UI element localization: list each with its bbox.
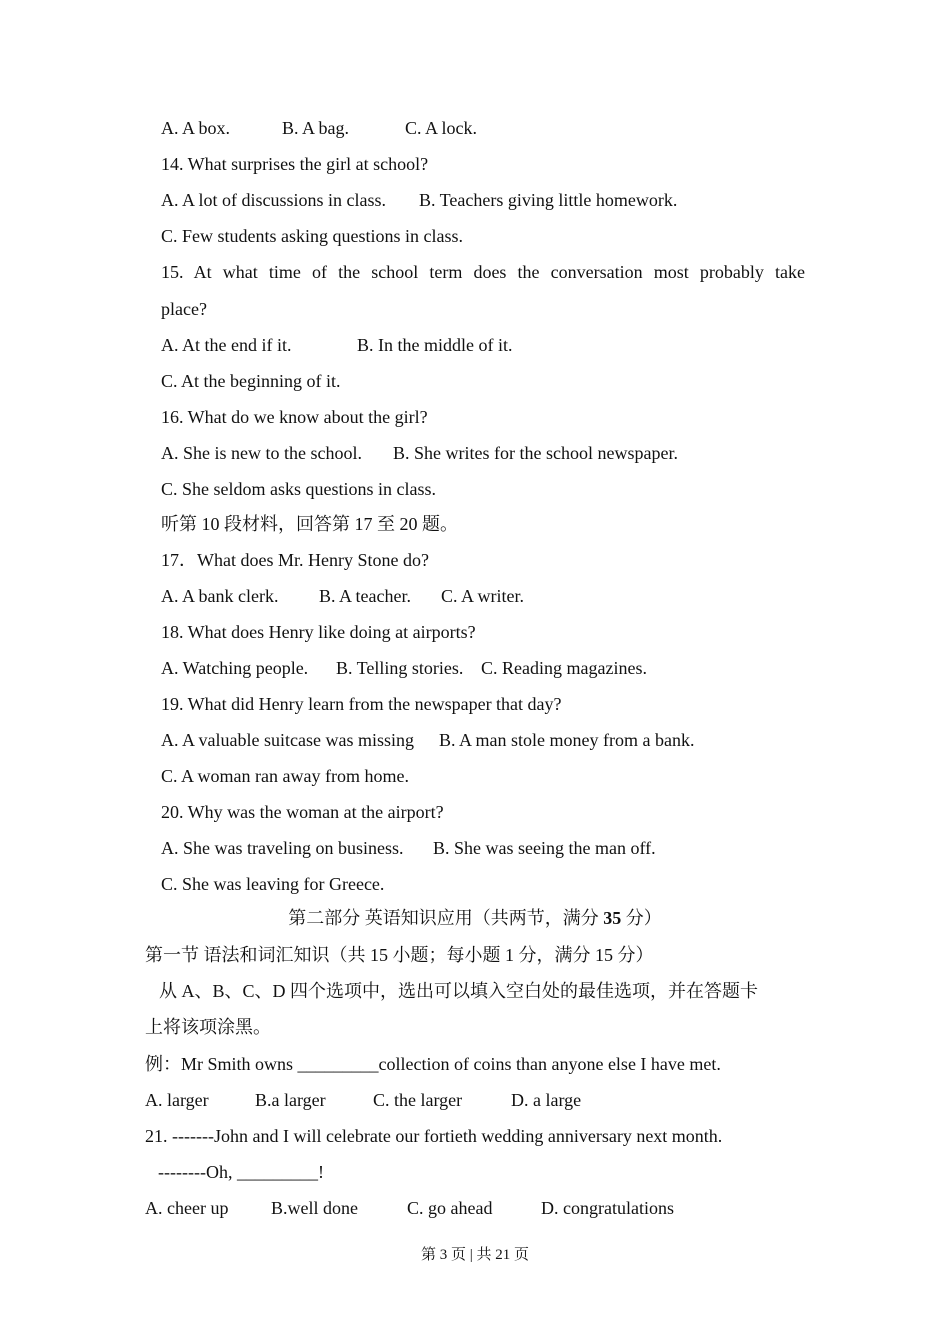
option-c: C. Reading magazines. <box>481 658 647 678</box>
option-a: A. She is new to the school. <box>161 443 362 463</box>
option-b: B. A bag. <box>282 118 350 138</box>
question-16: 16. What do we know about the girl? <box>161 407 428 427</box>
question-20: 20. Why was the woman at the airport? <box>161 802 444 822</box>
option-b: B. She writes for the school newspaper. <box>393 443 678 463</box>
section1-instruction: 从 A、B、C、D 四个选项中，选出可以填入空白处的最佳选项，并在答题卡 <box>159 981 759 1001</box>
option-b: B. Telling stories. <box>336 658 464 678</box>
part2-title-pre: 第二部分 英语知识应用（共两节，满分 <box>288 908 604 928</box>
q15-options <box>161 334 524 356</box>
q16-option-c: C. She seldom asks questions in class. <box>161 479 436 499</box>
option-b: B. In the middle of it. <box>357 335 513 355</box>
part2-score: 35 <box>603 908 622 928</box>
option-a: A. A valuable suitcase was missing <box>161 730 414 750</box>
question-15-cont: place? <box>161 299 207 319</box>
q17-options <box>161 585 536 607</box>
option-d: D. a large <box>511 1090 582 1110</box>
part2-heading <box>0 907 950 929</box>
q16-options <box>161 442 690 464</box>
option-b: B. Teachers giving little homework. <box>419 190 678 210</box>
question-19: 19. What did Henry learn from the newspaper that day? <box>161 694 562 714</box>
option-d: D. congratulations <box>541 1198 674 1218</box>
q19-options <box>161 729 706 751</box>
option-a: A. She was traveling on business. <box>161 838 404 858</box>
option-c: C. the larger <box>373 1090 463 1110</box>
section1-heading: 第一节 语法和词汇知识（共 15 小题；每小题 1 分，满分 15 分） <box>145 945 654 965</box>
option-b: B. A teacher. <box>319 586 411 606</box>
q14-option-c: C. Few students asking questions in class. <box>161 226 463 246</box>
question-18: 18. What does Henry like doing at airports? <box>161 622 476 642</box>
listening-instruction: 听第 10 段材料，回答第 17 至 20 题。 <box>161 514 458 534</box>
q14-options <box>161 189 689 211</box>
question-21: 21. -------John and I will celebrate our fortieth wedding anniversary next month. <box>145 1126 723 1146</box>
question-14: 14. What surprises the girl at school? <box>161 154 429 174</box>
q21-options <box>145 1197 686 1219</box>
question-21-reply: --------Oh, _________! <box>158 1162 324 1182</box>
q20-options <box>161 837 668 859</box>
q18-options <box>161 657 659 679</box>
part2-title-post: 分） <box>621 908 662 928</box>
question-15: 15. At what time of the school term does the conversation most probably take <box>161 262 805 282</box>
option-b: B. A man stole money from a bank. <box>439 730 695 750</box>
option-a: A. larger <box>145 1090 209 1110</box>
page-footer: 第 3 页 | 共 21 页 <box>420 1247 529 1263</box>
option-b: B.well done <box>271 1198 358 1218</box>
section1-instruction-cont: 上将该项涂黑。 <box>145 1017 271 1037</box>
example-question: 例：Mr Smith owns _________collection of coins than anyone else I have met. <box>145 1054 721 1074</box>
option-a: A. A lot of discussions in class. <box>161 190 387 210</box>
option-c: C. A writer. <box>441 586 525 606</box>
q20-option-c: C. She was leaving for Greece. <box>161 874 385 894</box>
q19-option-c: C. A woman ran away from home. <box>161 766 409 786</box>
option-c: C. A lock. <box>405 118 478 138</box>
option-a: A. At the end if it. <box>161 335 292 355</box>
option-a: A. cheer up <box>145 1198 229 1218</box>
option-a: A. Watching people. <box>161 658 309 678</box>
option-b: B.a larger <box>255 1090 326 1110</box>
option-b: B. She was seeing the man off. <box>433 838 656 858</box>
q15-option-c: C. At the beginning of it. <box>161 371 341 391</box>
option-a: A. A box. <box>161 118 231 138</box>
option-a: A. A bank clerk. <box>161 586 279 606</box>
example-options <box>145 1089 593 1111</box>
question-17: 17．What does Mr. Henry Stone do? <box>161 550 429 570</box>
option-c: C. go ahead <box>407 1198 493 1218</box>
q13-options <box>161 117 489 139</box>
